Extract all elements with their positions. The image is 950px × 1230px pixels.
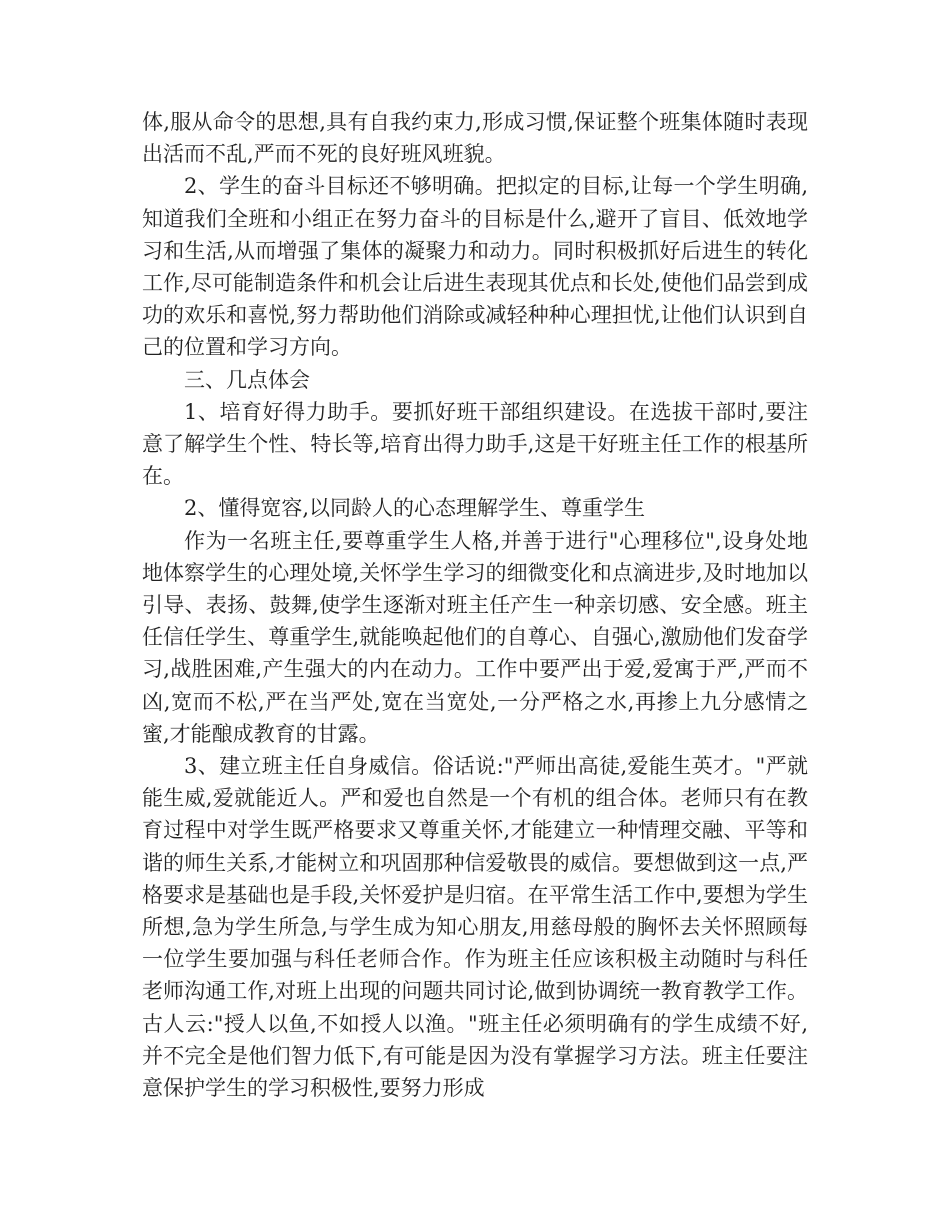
paragraph-continuation: 体,服从命令的思想,具有自我约束力,形成习惯,保证整个班集体随时表现出活而不乱,严而不死的良好班风班貌。: [142, 110, 808, 167]
paragraph-respect-students: 作为一名班主任,要尊重学生人格,并善于进行"心理移位",设身处地地体察学生的心理处境,关怀学生学习的细微变化和点滴进步,及时地加以引导、表扬、鼓舞,使学生逐渐对班主任产生一种亲切感、安全感。班主任信任学生、尊重学生,就能唤起他们的自尊心、自强心,激励他们发奋学习,战胜困难,产生强大的内在动力。工作中要严出于爱,爱寓于严,严而不凶,宽而不松,严在当严处,宽在当宽处,一分严格之水,再掺上九分感情之蜜,才能酿成教育的甘露。: [142, 528, 808, 746]
paragraph-goal-clarity: 2、学生的奋斗目标还不够明确。把拟定的目标,让每一个学生明确,知道我们全班和小组正在努力奋斗的目标是什么,避开了盲目、低效地学习和生活,从而增强了集体的凝聚力和动力。同时积极抓好后进生的转化工作,尽可能制造条件和机会让后进生表现其优点和长处,使他们品尝到成功的欢乐和喜悦,努力帮助他们消除或减轻种种心理担忧,让他们认识到自己的位置和学习方向。: [142, 174, 808, 360]
paragraph-assistants: 1、培育好得力助手。要抓好班干部组织建设。在选拔干部时,要注意了解学生个性、特长等,培育出得力助手,这是干好班主任工作的根基所在。: [142, 399, 808, 489]
paragraph-tolerance-heading: 2、懂得宽容,以同龄人的心态理解学生、尊重学生: [184, 496, 646, 521]
paragraph-authority: 3、建立班主任自身威信。俗话说:"严师出高徒,爱能生英才。"严就能生威,爱就能近人。严和爱也自然是一个有机的组合体。老师只有在教育过程中对学生既严格要求又尊重关怀,才能建立一种情理交融、平等和谐的师生关系,才能树立和巩固那种信爱敬畏的威信。要想做到这一点,严格要求是基础也是手段,关怀爱护是归宿。在平常生活工作中,要想为学生所想,急为学生所急,与学生成为知心朋友,用慈母般的胸怀去关怀照顾每一位学生要加强与科任老师合作。作为班主任应该积极主动随时与科任老师沟通工作,对班上出现的问题共同讨论,做到协调统一教育教学工作。古人云:"授人以鱼,不如授人以渔。"班主任必须明确有的学生成绩不好,并不完全是他们智力低下,有可能是因为没有掌握学习方法。班主任要注意保护学生的学习积极性,要努力形成: [142, 754, 808, 1101]
document-body: [142, 106, 808, 1104]
section-heading-experiences: 三、几点体会: [184, 367, 310, 392]
